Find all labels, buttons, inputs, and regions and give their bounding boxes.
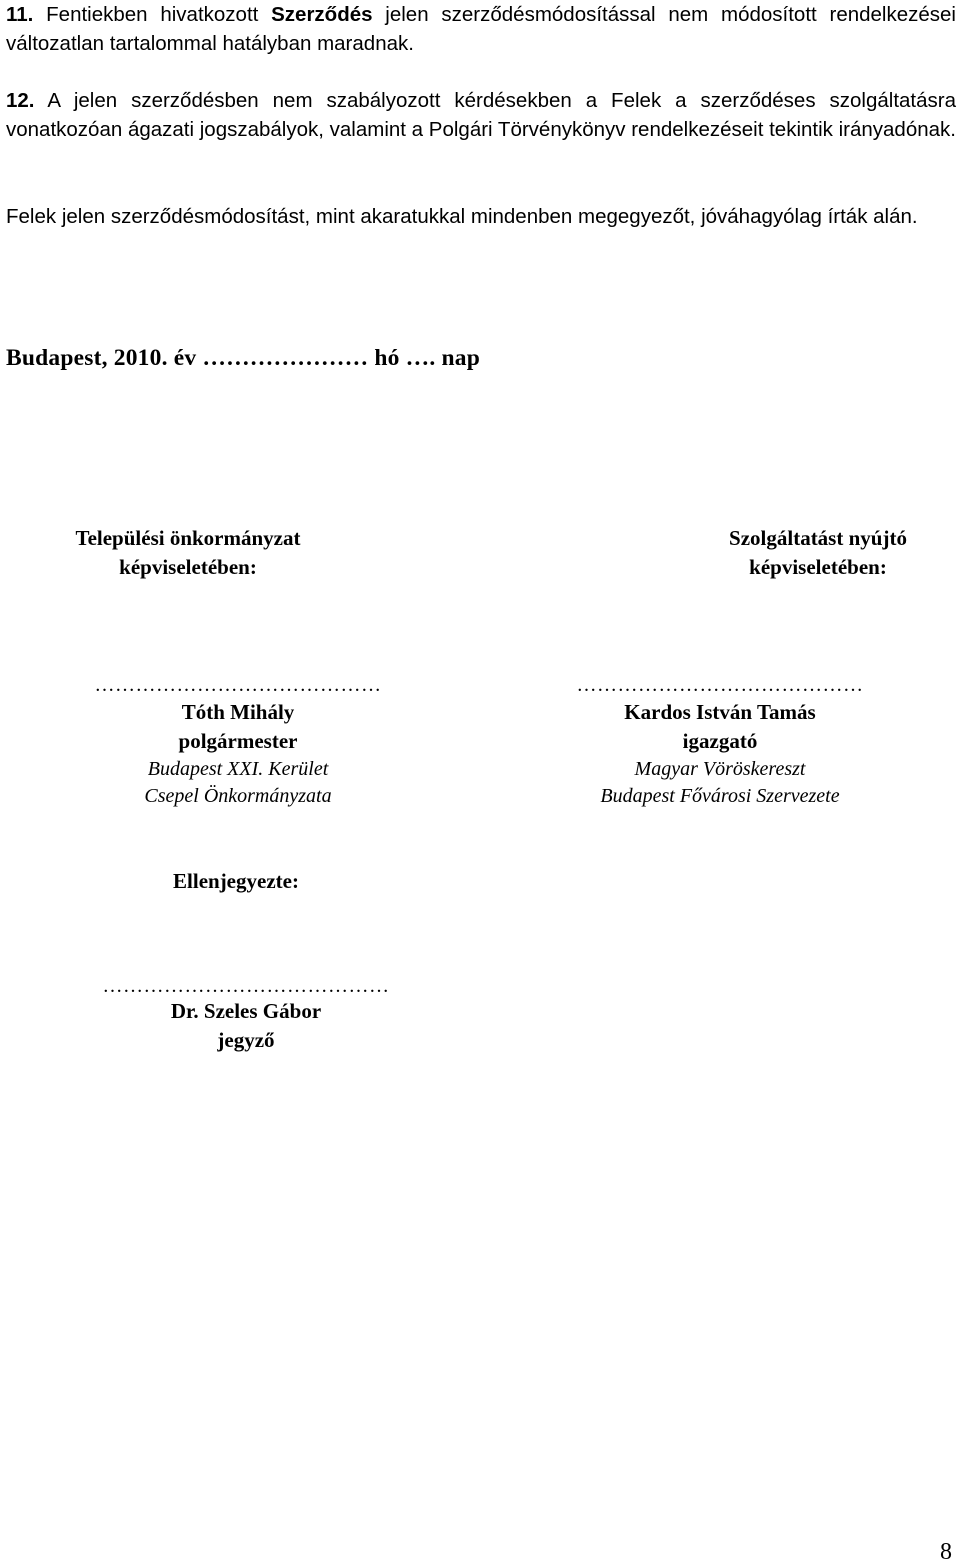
right-signature-line: …………………………………… — [576, 674, 864, 696]
right-signer-details — [570, 698, 870, 810]
right-signer-role: igazgató — [682, 729, 758, 753]
left-signer-details — [88, 698, 388, 810]
right-signer-org-1: Magyar Vöröskereszt — [634, 758, 806, 780]
countersign-block — [86, 867, 386, 896]
right-heading-1: Szolgáltatást nyújtó — [729, 526, 907, 550]
right-signature-block — [570, 674, 870, 696]
left-signatory — [38, 524, 338, 582]
date-line: Budapest, 2010. év ………………… hó …. nap — [6, 345, 480, 371]
closing-text: Felek jelen szerződésmódosítást, mint akaratukkal mindenben megegyezőt, jóváhagyólag írták alán. — [6, 205, 918, 228]
clause-12 — [6, 86, 956, 144]
left-signature-block — [88, 674, 388, 696]
clause-number: 12. — [6, 89, 35, 112]
clause-text-pre: Fentiekben hivatkozott — [46, 3, 272, 26]
right-signer-org-2: Budapest Fővárosi Szervezete — [600, 785, 840, 807]
clause-text: A jelen szerződésben nem szabályozott kérdésekben a Felek a szerződéses szolgáltatásra vonatkozóan ágazati jogszabályok, valamint a Polgári Törvénykönyv rendelkezéseit tekintik irányadónak. — [6, 89, 956, 141]
countersign-label: Ellenjegyezte: — [173, 869, 299, 893]
left-heading-2: képviseletében: — [119, 555, 257, 579]
countersign-name: Dr. Szeles Gábor — [170, 999, 322, 1023]
countersign-signature — [96, 975, 396, 1055]
right-heading-2: képviseletében: — [749, 555, 887, 579]
left-signature-line: …………………………………… — [94, 674, 382, 696]
left-signer-org-2: Csepel Önkormányzata — [144, 785, 332, 807]
clause-11 — [6, 0, 956, 58]
right-signatory — [668, 524, 960, 582]
left-heading-1: Települési önkormányzat — [75, 526, 301, 550]
clause-text-post: jelen szerződésmódosítással nem módosított rendelkezései változatlan tartalommal hatályban maradnak. — [6, 3, 956, 55]
left-signer-role: polgármester — [178, 729, 298, 753]
countersign-signature-line: …………………………………… — [102, 975, 390, 997]
page-number: 8 — [940, 1539, 952, 1565]
left-signer-name: Tóth Mihály — [181, 700, 295, 724]
clause-emphasis: Szerződés — [271, 3, 373, 26]
clause-number: 11. — [6, 3, 34, 26]
closing-paragraph — [6, 202, 956, 231]
right-signer-name: Kardos István Tamás — [624, 700, 816, 724]
left-signer-org-1: Budapest XXI. Kerület — [147, 758, 329, 780]
countersign-role: jegyző — [217, 1028, 275, 1052]
